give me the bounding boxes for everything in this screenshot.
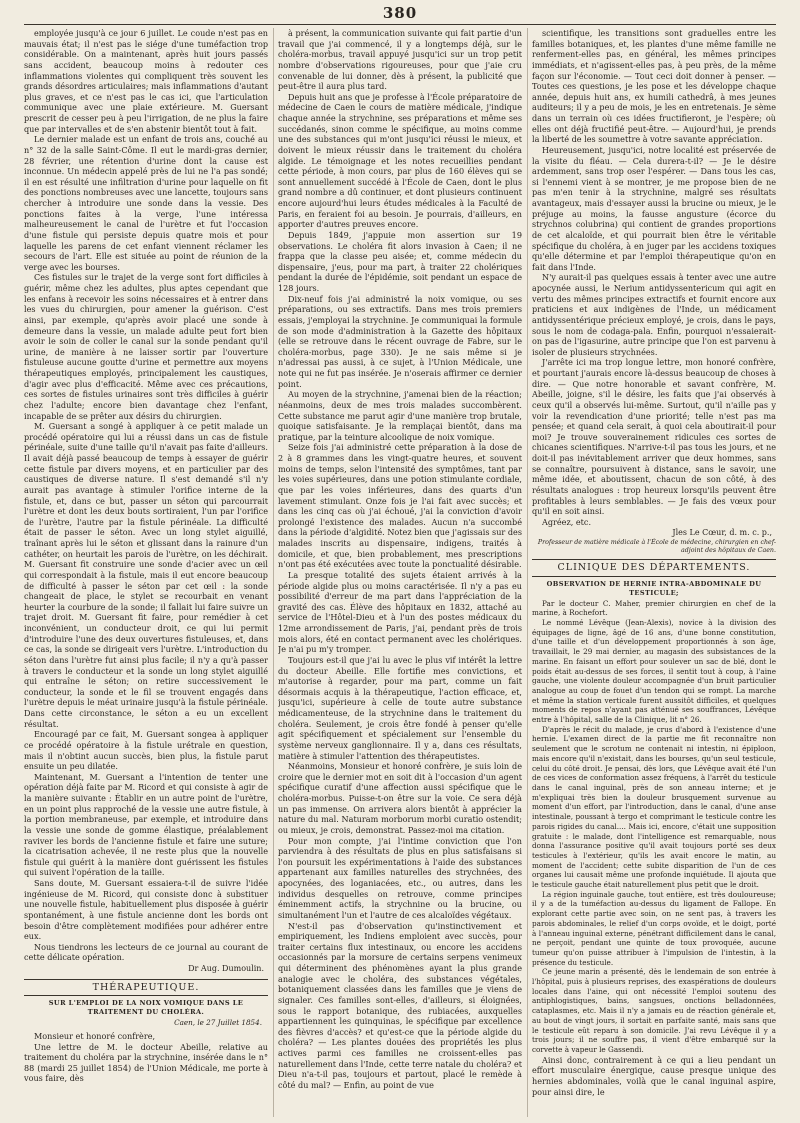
signature-affiliation: Professeur de matière médicale à l'École de médecine, chirurgien en chef-adjoint des hôpitaux de Caen. <box>537 539 776 554</box>
paragraph: Seize fois j'ai administré cette préparation à la dose de 2 à 8 grammes dans les vingt-quatre heures, et souvent moins de temps, selon l'intensité des symptômes, tant par les voies supérieures, dans une potion stimulante cordiale, que par les voies inférieures, dans des quarts d'un lavement stimulant. Onze fois je l'ai fait avec succès; et dans les cinq cas où j'ai échoué, j'ai la conviction d'avoir prolongé l'existence des malades. Aucun n'a succombé dans la période d'algidité. Notez bien que j'agissais sur des malades inscrits au dispensaire, indigens, traités à domicile, et que, bien probablement, mes prescriptions n'ont pas été exécutées avec toute la ponctualité désirable. <box>278 442 522 570</box>
article-title-hernie: OBSERVATION DE HERNIE INTRA-ABDOMINALE DU TESTICULE; <box>546 579 762 597</box>
paragraph: M. Guersant a songé à appliquer à ce petit malade un procédé opératoire qui lui a réussi dans un cas de fistule périnéale, suite d'une taille qu'il n'avait pas faite d'ailleurs. Il avait déjà passé beaucoup de temps à essayer de guérir cette fistule par divers moyens, et en particulier par des caustiques de diverse nature. Il s'est demandé s'il n'y aurait pas avantage à stimuler l'orifice interne de la fistule, et, dans ce but, passer un séton qui parcourrait l'urètre et dont les deux bouts sortiraient, l'un par l'orifice de l'urètre, l'autre par la fistule périnéale. La difficulté était de passer le séton. Avec un long stylet aiguillé, traînant après lui le séton et glissant dans la rainure d'un cathéter, on heurtait les parois de l'urètre, on les déchirait. M. Guersant fit construire une sonde d'acier avec un œil qui correspondait à la fistule, mais il eut encore beaucoup de difficulté à passer le séton par cet œil : la sonde changeait de place, le stylet se recourbait en venant heurter la courbure de la sonde; il fallait lui faire suivre un trajet droit. M. Guersant fit faire, pour remédier à cet inconvénient, un conducteur droit, ce qui lui permit d'introduire l'une des deux ouvertures fistuleuses, et, dans ce cas, la sonde se dirigeait vers l'urètre. L'introduction du séton dans l'urètre fut ainsi plus facile; il n'y a qu'à passer à travers le conducteur et la sonde un long stylet aiguillé qui entraîne le séton; on retire successivement le conducteur, la sonde et le fil se trouvent engagés dans l'urètre depuis le méat urinaire jusqu'à la fistule périnéale. Dans cette circonstance, le séton a eu un excellent résultat. <box>24 421 268 729</box>
column-divider-1 <box>273 28 274 1117</box>
paragraph: Ainsi donc, contrairement à ce qui a lieu pendant un effort musculaire énergique, cause presque unique des hernies abdominales, voilà que le canal inguinal aspire, pour ainsi dire, le <box>532 1054 776 1097</box>
column-2 <box>278 28 522 1117</box>
article-title-noix-vomique: SUR L'EMPLOI DE LA NOIX VOMIQUE DANS LE TRAITEMENT DU CHOLÉRA. <box>48 999 244 1017</box>
col2-body <box>278 28 522 1091</box>
paragraph: Encouragé par ce fait, M. Guersant songea à appliquer ce procédé opératoire à la fistule urétrale en question, mais il n'obtint aucun succès, bien plus, la fistule parut ensuite un peu dilatée. <box>24 729 268 772</box>
signature-dumoulin: Dr Aug. Dumoulin. <box>188 964 264 973</box>
paragraph: à présent, la communication suivante qui fait partie d'un travail que j'ai commencé, il y a longtemps déjà, sur le choléra-morbus, travail appuyé jusqu'ici sur un trop petit nombre d'observations rigoureuses, pour que j'aie cru convenable de lui donner, dès à présent, la publicité que peut-être il aura plus tard. <box>278 28 522 92</box>
paragraph: Au moyen de la strychnine, j'amenai bien de la réaction; néanmoins, deux de mes trois malades succombèrent. Cette substance me parut agir d'une manière trop brutale, quoique satisfaisante. Je la remplaçai bientôt, dans ma pratique, par la teinture alcoolique de noix vomique. <box>278 389 522 442</box>
signature-le-coeur: Jles Le Cœur, d. m. c. p., <box>672 528 772 538</box>
paragraph: D'après le récit du malade, je crus d'abord à l'existence d'une hernie. L'examen direct de la partie me fit reconnaître non seulement que le scrotum ne contenait ni intestin, ni épiploon, mais encore qu'il n'existait, dans les bourses, qu'un seul testicule, celui du côté droit. Je pensai, dès lors, que Lévêque avait été l'un de ces vices de conformation assez fréquens, à l'arrêt du testicule dans le canal inguinal, près de son anneau interne; et je m'expliquai très bien la douleur brusquement survenue au moment d'un effort, par l'introduction, dans le canal, d'une anse intestinale, poussant à tergo et comprimant le testicule contre les parois rigides du canal.... Mais ici, encore, c'était une supposition gratuite : le malade, dont l'intelligence est remarquable, nous donna l'assurance positive qu'il avait toujours porté ses deux testicules à l'extérieur, qu'ils les avait encore le matin, au moment de l'accident; cette subite disparition de l'un de ces organes lui causait même une profonde inquiétude. Il ajouta que le testicule gauche était naturellement plus petit que le droit. <box>532 724 776 890</box>
paragraph: Nous tiendrons les lecteurs de ce journal au courant de cette délicate opération. <box>24 941 268 963</box>
paragraph: Monsieur et honoré confrère, <box>34 1030 156 1041</box>
paragraph: La région inguinale gauche, tout entière, est très douloureuse; il y a de la tuméfaction au-dessus du ligament de Fallope. En explorant cette partie avec soin, on ne sent pas, à travers les parois abdominales, le relief d'un corps ovoïde, et le doigt, porté à l'anneau inguinal externe, pénétrant difficilement dans le canal, ne perçoit, pendant une quinte de toux provoquée, aucune tumeur qu'on puisse attribuer à l'impulsion de l'intestin, à la présence du testicule. <box>532 889 776 967</box>
paragraph: Agréez, etc. <box>542 516 592 527</box>
col3-end <box>532 1055 776 1098</box>
paragraph: Une lettre de M. le docteur Abeille, relative au traitement du choléra par la strychnine, insérée dans le n° 88 (mardi 25 juillet 1854) de l'Union Médicale, me porte à vous faire, dès <box>24 1041 268 1084</box>
column-1 <box>24 28 268 1117</box>
page-number: 380 <box>382 4 418 22</box>
paragraph: Dix-neuf fois j'ai administré la noix vomique, ou ses préparations, ou ses extractifs. Dans mes trois premiers essais, j'employai la strychnine. Je communiquai la formule de son mode d'administration à la Gazette des hôpitaux (elle se retrouve dans le récent ouvrage de Fabre, sur le choléra-morbus, page 330). Je ne sais même si je n'adressai pas aussi, à ce sujet, à l'Union Médicale, une note qui ne fut pas insérée. Je n'oserais affirmer ce dernier point. <box>278 293 522 389</box>
paragraph: employée jusqu'à ce jour 6 juillet. Le coude n'est pas en mauvais état; il n'est pas le siége d'une tuméfaction trop considérable. On a maintenant, après huit jours passés sans accident, beaucoup moins à redouter ces inflammations violentes qui compliquent très souvent les grands désordres articulaires; mais inflammations d'autant plus graves, et ce n'est pas le cas ici, que l'articulation communique avec une plaie extérieure. M. Guersant prescrit de cesser peu à peu l'irrigation, de ne plus la faire que par intervalles et de s'en abstenir bientôt tout à fait. <box>24 28 268 134</box>
top-rule <box>24 24 776 25</box>
paragraph: scientifique, les transitions sont graduelles entre les familles botaniques, et, les plantes d'une même famille ne renferment-elles pas, en général, les mêmes principes immédiats, et n'agissent-elles pas, à peu près, de la même façon sur l'économie. — Tout ceci doit donner à penser. — Toutes ces questions, je les pose et les développe chaque année, depuis huit ans, ex humili cathedrâ, à mes jeunes auditeurs; il y a peu de mois, je les en entretenais. Je sème dans un terrain où ces idées fructifieront, je l'espère; où elles ont déjà fructifié peut-être. — Aujourd'hui, je prends la liberté de les soumettre à votre savante appréciation. <box>532 28 776 145</box>
paragraph: Depuis 1849, j'appuie mon assertion sur 19 observations. Le choléra fit alors invasion à Caen; il ne frappa que la classe peu aisée; et, comme médecin du dispensaire, j'eus, pour ma part, à traiter 22 cholériques pendant la durée de l'épidémie, soit pendant un espace de 128 jours. <box>278 229 522 293</box>
paragraph: Maintenant, M. Guersant a l'intention de tenter une opération déjà faite par M. Ricord et qui consiste à agir de la manière suivante : Établir en un autre point de l'urètre, en un point plus rapproché de la vessie une autre fistule, à la portion membraneuse, par exemple, et introduire dans la vessie une sonde de gomme élastique, préalablement raviver les bords de l'ancienne fistule et faire une suture; la cicatrisation achevée, il ne reste plus que la nouvelle fistule qui guérit à la manière dont guérissent les fistules qui suivent l'opération de la taille. <box>24 771 268 878</box>
paragraph: Ces fistules sur le trajet de la verge sont fort difficiles à guérir, même chez les adultes, plus aptes cependant que les enfans à recevoir les soins nécessaires et à entrer dans les vues du chirurgien, pour amener la guérison. C'est ainsi, par exemple, qu'après avoir placé une sonde à demeure dans la vessie, un malade adulte peut fort bien avoir le soin de coller le canal sur la sonde pendant qu'il urine, de manière à ne laisser sortir par l'ouverture fistuleuse aucune goutte d'urine et permettre aux moyens thérapeutiques employés, principalement les caustiques, d'agir avec plus d'efficacité. Même avec ces précautions, ces sortes de fistules urinaires sont très difficiles à guérir chez l'adulte; encore bien davantage chez l'enfant, incapable de se prêter aux désirs du chirurgien. <box>24 272 268 421</box>
paragraph: Heureusement, jusqu'ici, notre localité est préservée de la visite du fléau. — Cela durera-t-il? — Je le désire ardemment, sans trop oser l'espérer. — Dans tous les cas, si l'ennemi vient à se montrer, je me propose bien de ne pas m'en tenir à la strychnine, malgré ses résultats avantageux, mais d'essayer aussi la brucine ou mieux, je le préjuge au moins, la fausse angusture (écorce du strychnos colubrina) qui contient de grandes proportions de cet alcaloïde, et qui pourrait bien être le véritable spécifique du choléra, à en juger par les accidens toxiques qu'elle détermine et par l'emploi thérapeutique qu'on en fait dans l'Inde. <box>532 144 776 272</box>
paragraph: N'y aurait-il pas quelques essais à tenter avec une autre apocynée aussi, le Nerium antidyssentericum qui agit en vertu des mêmes principes extractifs et fournit encore aux praticiens et aux indigènes de l'Inde, un médicament antidyssentérique précieux employé, je crois, dans le pays, sous le nom de codaga-pala. Enfin, pourquoi n'essaierait-on pas de l'igasurine, autre principe que l'on est parvenu à isoler de plusieurs strychnées. <box>532 272 776 357</box>
paragraph: Le nommé Lévêque (Jean-Alexis), novice à la division des équipages de ligne, âgé de 16 ans, d'une bonne constitution, d'une taille et d'un développement proportionnés à son âge, travaillait, le 29 mai dernier, au magasin des subsistances de la marine. En faisant un effort pour soulever un sac de blé, dont le poids était au-dessus de ses forces, il sentit tout à coup, à l'aine gauche, une violente douleur accompagnée d'un bruit particulier analogue au coup de fouet d'un tendon qui se rompt. La marche et même la station verticale furent aussitôt difficiles, et quelques moments de repos n'ayant pas atténué ses souffrances, Lévêque entre à l'hôpital, salle de la Clinique, lit n° 26. <box>532 618 776 725</box>
article-byline: Par le docteur C. Maher, premier chirurgien en chef de la marine, à Rochefort. <box>532 598 776 618</box>
col3-body <box>532 28 776 527</box>
col1-after <box>24 1031 268 1084</box>
column-divider-2 <box>527 28 528 1117</box>
col3-small <box>532 618 776 1055</box>
paragraph: Ce jeune marin a présenté, dès le lendemain de son entrée à l'hôpital, puis à plusieurs reprises, des exaspérations de douleurs locales dans l'aine, qui ont nécessité l'emploi soutenu des antiphlogistiques, bains, sangsues, onctions belladonnées, cataplasmes, etc. Mais il n'y a jamais eu de réaction générale et, au bout de vingt jours, il sortait en parfaite santé, mais sans que le testicule eût reparu à son domicile. J'ai revu Lévêque il y a trois jours; il ne souffre pas, il vient d'être embarqué sur la corvette à vapeur le Gassendi. <box>532 967 776 1054</box>
col1-body <box>24 28 268 963</box>
section-title-therapeutique: THÉRAPEUTIQUE. <box>24 979 268 997</box>
paragraph: N'est-il pas d'observation qu'instinctivement et empiriquement, les Indiens emploient avec succès, pour traiter certains flux intestinaux, ou encore les accidens occasionnés par la morsure de certains serpens venimeux qui déterminent des phénomènes ayant la plus grande analogie avec le choléra, des substances végétales, botaniquement classées dans les familles que je viens de signaler. Ces familles sont-elles, d'ailleurs, si éloignées, sous le rapport botanique, des rubiacées, auxquelles appartiennent les quinquinas, le spécifique par excellence des fièvres d'accès? et qu'est-ce que la période algide du choléra? — Les plantes douées des propriétés les plus actives parmi ces familles ne croissent-elles pas naturellement dans l'Inde, cette terre natale du choléra? et Dieu n'a-t-il pas, toujours et partout, placé le remède à côté du mal? — Enfin, au point de vue <box>278 920 522 1090</box>
column-3 <box>532 28 776 1117</box>
paragraph: Pour mon compte, j'ai l'intime conviction que l'on parviendra à des résultats de plus en plus satisfaisans si l'on poursuit les expérimentations à l'aide des substances appartenant aux familles naturelles des strychnées, des apocynées, des loganiacées, etc., ou autres, dans les individus desquelles on retrouve, comme principes éminemment actifs, la strychnine ou la brucine, ou simultanément l'un et l'autre de ces alcaloïdes végétaux. <box>278 835 522 920</box>
paragraph: J'arrête ici ma trop longue lettre, mon honoré confrère, et pourtant j'aurais encore là-dessus beaucoup de choses à dire. — Que notre honorable et savant confrère, M. Abeille, joigne, s'il le désire, les faits que j'ai observés à ceux qu'il a observés lui-même. Surtout, qu'il n'aille pas y voir la revendication d'une priorité; telle n'est pas ma pensée; et quand cela serait, à quoi cela aboutirait-il pour moi? Je trouve souverainement ridicules ces sortes de chicanes scientifiques. N'arrive-t-il pas tous les jours, et ne doit-il pas inévitablement arriver que deux hommes, sans se connaître, poursuivent à distance, sans le savoir, une même idée, et aboutissent, chacun de son côté, à des résultats analogues : trop heureux lorsqu'ils peuvent être profitables à leurs semblables. — Je fais des vœux pour qu'il en soit ainsi. <box>532 357 776 517</box>
paragraph: Depuis huit ans que je professe à l'École préparatoire de médecine de Caen le cours de matière médicale, j'indique chaque année la strychnine, ses préparations et même ses succédanés, sinon comme le spécifique, au moins comme une des substances qui m'ont jusqu'ici réussi le mieux, et doivent le mieux réussir dans le traitement du choléra algide. Le témoignage et les notes recueillies pendant cette période, à mon cours, par plus de 160 élèves qui se sont annuellement succédé à l'École de Caen, dont le plus grand nombre a dû continuer, et dont plusieurs continuent encore aujourd'hui leurs études médicales à la Faculté de Paris, en feraient foi au besoin. Je pourrais, d'ailleurs, en apporter d'autres preuves encore. <box>278 91 522 230</box>
paragraph: Le dernier malade est un enfant de trois ans, couché au n° 32 de la salle Saint-Côme. Il eut le mardi-gras dernier, 28 février, une rétention d'urine dont la cause est inconnue. Un médecin appelé près de lui ne l'a pas sondé; il en est résulté une infiltration d'urine pour laquelle on fit des ponctions nombreuses avec une lancette, toujours sans chercher à introduire une sonde dans la vessie. Des ponctions faites à la verge, l'une intéressa malheureusement le canal de l'urètre et fut l'occasion d'une fistule qui persiste depuis quatre mois et pour laquelle les parens de cet enfant viennent réclamer les secours de l'art. Elle est située au point de réunion de la verge avec les bourses. <box>24 134 268 272</box>
paragraph: La presque totalité des sujets étaient arrivés à la période algide plus ou moins caractérisée. Il n'y a pas eu possibilité d'erreur de ma part dans l'appréciation de la gravité des cas. Élève des hôpitaux en 1832, attaché au service de l'Hôtel-Dieu et à l'un des postes médicaux du 12me arrondissement de Paris, j'ai, pendant près de trois mois alors, été en contact permanent avec les cholériques. Je n'ai pu m'y tromper. <box>278 569 522 655</box>
section-title-clinique: CLINIQUE DES DÉPARTEMENTS. <box>532 559 776 577</box>
paragraph: Toujours est-il que j'ai lu avec le plus vif intérêt la lettre du docteur Abeille. Elle fortifie mes convictions, et m'autorise à regarder, pour ma part, comme un fait désormais acquis à la thérapeutique, l'action efficace, et, jusqu'ici, supérieure à celle de toute autre substance médicamenteuse, de la strychnine dans le traitement du choléra. Seulement, je crois être fondé à penser qu'elle agit spécifiquement et spécialement sur l'ensemble du système nerveux ganglionnaire. Il y a, dans ces résultats, matière à stimuler l'attention des thérapeutistes. <box>278 654 522 761</box>
paragraph: Néanmoins, Monsieur et honoré confrère, je suis loin de croire que le dernier mot en soit dit à l'occasion d'un agent spécifique curatif d'une affection aussi spécifique que le choléra-morbus. Puisse-t-on être sur la voie. Ce sera déjà un pas immense. On arrivera alors bientôt à apprécier la nature du mal. Naturam morborum morbi curatio ostendit; ou mieux, je crois, demonstrat. Passez-moi ma citation. <box>278 761 522 835</box>
dateline: Caen, le 27 Juillet 1854. <box>174 1018 262 1028</box>
paragraph: Sans doute, M. Guersant essaiera-t-il de suivre l'idée ingénieuse de M. Ricord, qui consiste donc à substituer une nouvelle fistule, habituellement plus disposée à guérir spontanément, à une fistule ancienne dont les bords ont besoin d'être complètement modifiées pour adhérer entre eux. <box>24 878 268 942</box>
